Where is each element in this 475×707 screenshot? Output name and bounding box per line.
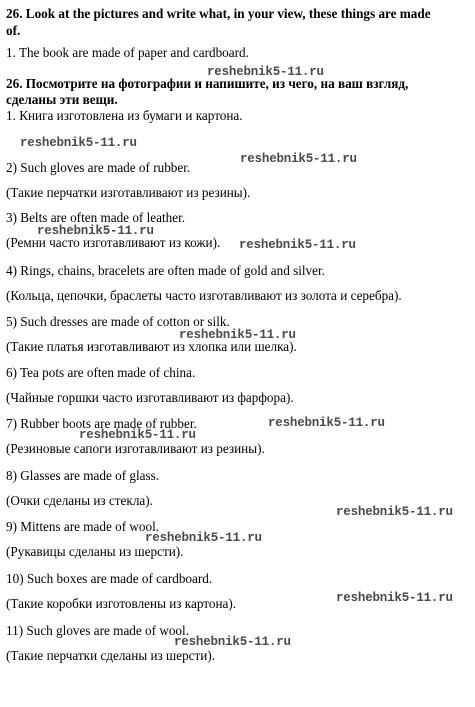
item-10-ru: (Такие коробки изготовлены из картона). [6, 596, 237, 611]
item-2-ru: (Такие перчатки изготавливают из резины). [6, 185, 251, 200]
item-4-ru: (Кольца, цепочки, браслеты часто изготавливают из золота и серебра). [6, 288, 402, 303]
item-3-en: 3) Belts are often made of leather. [6, 210, 186, 225]
item-11-ru: (Такие перчатки сделаны из шерсти). [6, 648, 216, 663]
watermark: reshebnik5-11.ru [20, 136, 137, 150]
item-6-en: 6) Tea pots are often made of china. [6, 365, 196, 380]
item-5-en: 5) Such dresses are made of cotton or silk. [6, 314, 230, 329]
item-9-ru: (Рукавицы сделаны из шерсти). [6, 544, 184, 559]
heading-en-line1: 26. Look at the pictures and write what, in your view, these things are made [6, 6, 431, 21]
item-3-ru: (Ремни часто изготавливают из кожи). [6, 235, 221, 250]
watermark: reshebnik5-11.ru [145, 531, 262, 545]
heading-ru-line2: сделаны эти вещи. [6, 92, 118, 107]
answer-1-ru: 1. Книга изготовлена из бумаги и картона. [6, 108, 243, 123]
watermark: reshebnik5-11.ru [179, 328, 296, 342]
watermark: reshebnik5-11.ru [336, 591, 453, 605]
answer-1-en: 1. The book are made of paper and cardboard. [6, 45, 249, 60]
item-2-en: 2) Such gloves are made of rubber. [6, 160, 191, 175]
item-7-en: 7) Rubber boots are made of rubber. [6, 416, 197, 431]
watermark: reshebnik5-11.ru [268, 416, 385, 430]
item-4-en: 4) Rings, chains, bracelets are often made of gold and silver. [6, 263, 325, 278]
heading-ru-line1: 26. Посмотрите на фотографии и напишите, из чего, на ваш взгляд, [6, 76, 409, 91]
item-7-ru: (Резиновые сапоги изготавливают из резины). [6, 441, 265, 456]
watermark: reshebnik5-11.ru [79, 428, 196, 442]
watermark: reshebnik5-11.ru [239, 238, 356, 252]
watermark: reshebnik5-11.ru [207, 65, 324, 79]
heading-en-line2: of. [6, 23, 21, 38]
watermark: reshebnik5-11.ru [336, 505, 453, 519]
item-8-ru: (Очки сделаны из стекла). [6, 493, 153, 508]
item-5-ru: (Такие платья изготавливают из хлопка или шелка). [6, 339, 297, 354]
item-11-en: 11) Such gloves are made of wool. [6, 623, 189, 638]
item-10-en: 10) Such boxes are made of cardboard. [6, 571, 213, 586]
watermark: reshebnik5-11.ru [240, 152, 357, 166]
item-8-en: 8) Glasses are made of glass. [6, 468, 160, 483]
watermark: reshebnik5-11.ru [174, 635, 291, 649]
watermark: reshebnik5-11.ru [37, 224, 154, 238]
item-6-ru: (Чайные горшки часто изготавливают из фарфора). [6, 390, 294, 405]
item-9-en: 9) Mittens are made of wool. [6, 519, 160, 534]
